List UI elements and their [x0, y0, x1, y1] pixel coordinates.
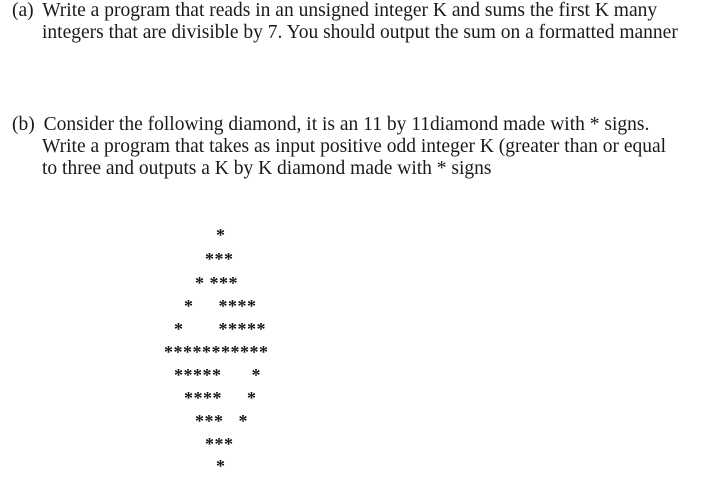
- diamond-row-10: ***: [205, 434, 234, 454]
- diamond-row-2: ***: [205, 249, 234, 269]
- diamond-row-8: **** *: [184, 388, 257, 408]
- problem-a: [12, 0, 712, 44]
- problem-a-label: (a): [12, 0, 34, 21]
- problem-b: [12, 114, 712, 180]
- problem-b-text-2: Write a program that takes as input positive odd integer K (greater than or equal: [42, 136, 667, 157]
- problem-b-label: (b): [12, 114, 35, 135]
- diamond-row-5: * *****: [174, 319, 266, 339]
- problem-a-line-1: [12, 0, 712, 22]
- diamond-row-4: * ****: [184, 296, 257, 316]
- diamond-row-6: ***********: [164, 342, 269, 362]
- diamond-row-3: * ***: [195, 273, 238, 293]
- diamond-row-11: *: [216, 456, 226, 476]
- problem-b-text-1: Consider the following diamond, it is an 11 by 11diamond made with * signs.: [43, 114, 650, 135]
- problem-a-text-1: Write a program that reads in an unsigned integer K and sums the first K many: [42, 0, 658, 21]
- problem-b-text-3: to three and outputs a K by K diamond made with * signs: [42, 158, 492, 179]
- diamond-row-1: *: [216, 225, 226, 245]
- diamond-row-7: ***** *: [174, 365, 261, 385]
- problem-b-line-1: [12, 114, 712, 136]
- problem-a-text-2: integers that are divisible by 7. You should output the sum on a formatted manner: [42, 22, 678, 43]
- diamond-row-9: *** *: [195, 411, 248, 431]
